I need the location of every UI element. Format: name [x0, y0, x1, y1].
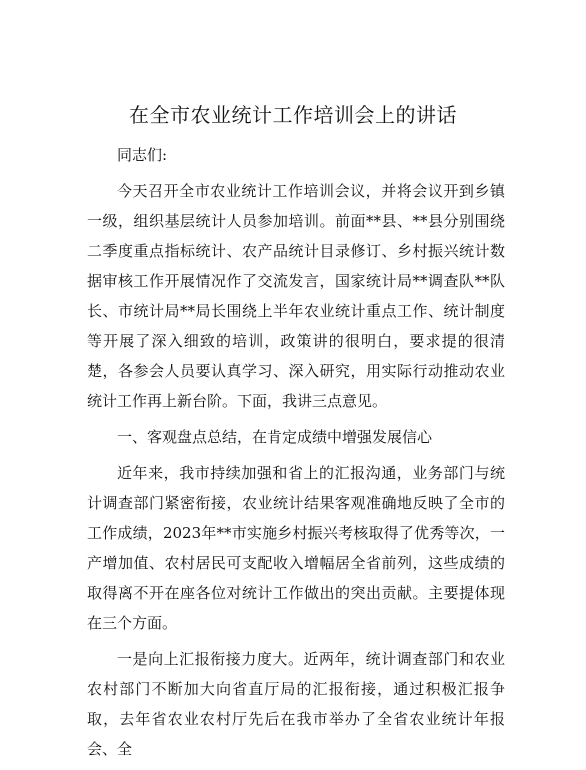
- section-heading-1: 一、客观盘点总结，在肯定成绩中增强发展信心: [117, 428, 433, 446]
- paragraph-point-1: 一是向上汇报衔接力度大。近两年，统计调查部门和农业农村部门不断加大向省直厅局的汇报衔接，通过积极汇报争取，去年省农业农村厅先后在我市举办了全省农业统计年报会、全: [87, 650, 505, 758]
- paragraph-intro: 今天召开全市农业统计工作培训会议，并将会议开到乡镇一级，组织基层统计人员参加培训。前面**县、**县分别围绕二季度重点指标统计、农产品统计目录修订、乡村振兴统计数据审核工作开展情况作了交流发言，国家统计局**调查队**队长、市统计局**局长围绕上半年农业统计重点工作、统计制度等开展了深入细致的培训，政策讲的很明白，要求提的很清楚，各参会人员要认真学习、深入研究，用实际行动推动农业统计工作再上新台阶。下面，我讲三点意见。: [87, 182, 505, 410]
- paragraph-achievements: 近年来，我市持续加强和省上的汇报沟通，业务部门与统计调查部门紧密衔接，农业统计结果客观准确地反映了全市的工作成绩，2023年**市实施乡村振兴考核取得了优秀等次，一产增加值、农村居民可支配收入增幅居全省前列，这些成绩的取得离不开在座各位对统计工作做出的突出贡献。主要提体现在三个方面。: [87, 464, 505, 632]
- document-body: [87, 140, 505, 770]
- document-title: 在全市农业统计工作培训会上的讲话: [129, 103, 457, 127]
- salutation: 同志们:: [117, 146, 168, 164]
